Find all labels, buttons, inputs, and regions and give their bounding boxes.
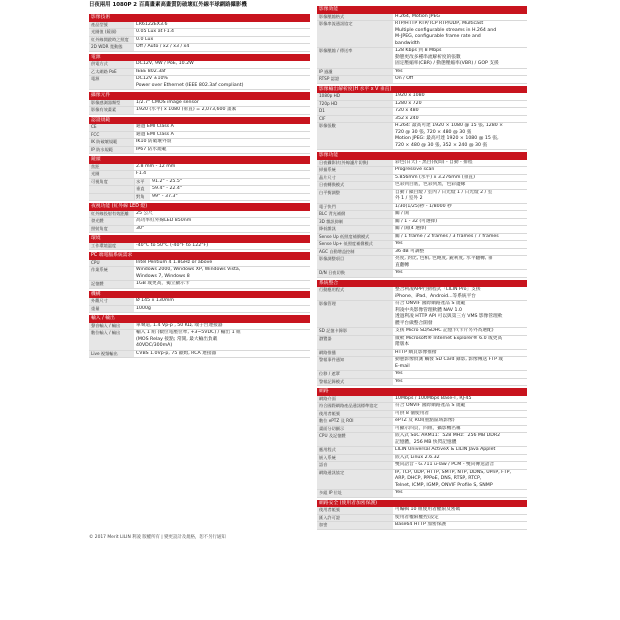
spec-row	[89, 124, 310, 132]
spec-row	[317, 241, 527, 249]
spec-value: 10Mbps / 100Mbps Base-T, RJ-45	[393, 396, 527, 403]
spec-value: 單聲道, 1.4 Vp-p , 50 KΩ, 端子台連接器	[134, 323, 310, 330]
spec-label: 符合國際網路產品通訊標準協定	[317, 403, 393, 410]
spec-sublabel: 水平	[134, 179, 150, 186]
spec-value: 高功率紅外線LED 850nm	[134, 218, 310, 225]
spec-label: D/N 日夜切換	[317, 270, 393, 277]
spec-value: 5.856mm (水平) x 3.276mm (垂直)	[393, 175, 527, 182]
spec-value: Off / Auto / x2 / x3 / x4	[134, 44, 310, 51]
spec-row	[89, 226, 310, 234]
spec-row	[317, 48, 527, 69]
spec-label: 影像張數	[317, 123, 393, 149]
spec-label: 位移 / 遮罩	[317, 371, 393, 378]
left-section	[89, 252, 310, 289]
spec-row	[89, 194, 310, 202]
spec-label: 應用程式	[317, 447, 393, 454]
spec-label: Sense Up 低照度補償模式	[317, 234, 393, 241]
spec-label	[89, 186, 134, 193]
spec-row	[317, 426, 527, 434]
spec-value: On / Off	[393, 76, 527, 83]
spec-row	[317, 462, 527, 470]
left-section	[89, 235, 310, 250]
spec-label: 網路推播	[317, 350, 393, 357]
spec-label: 警報記錄模式	[317, 379, 393, 386]
spec-label: 影像管理	[317, 301, 393, 327]
spec-value: CVBS 1.0Vp-p, 75 歐姆, RCA 連接器	[134, 351, 310, 358]
spec-value: 91.2° - 25.5°	[150, 179, 310, 186]
spec-row	[89, 351, 310, 359]
spec-value: RTP/HTTP RTP/TCP RTP/UDP, Multicast Multiple configurable streams in H.264 and M-JPEG, configurable frame rate and bandwidth	[393, 21, 527, 47]
spec-row	[317, 249, 527, 257]
spec-row	[89, 267, 310, 281]
spec-value: 使用者權限權控/設定	[393, 515, 527, 522]
right-section	[317, 86, 527, 151]
spec-value: Progressive scan	[393, 167, 527, 174]
spec-label: 語音	[317, 462, 393, 469]
spec-value: Yes	[393, 379, 527, 386]
spec-value: 1000g	[134, 306, 310, 313]
spec-label: 影像壓縮格式	[317, 14, 393, 21]
spec-label: 數位 ePTZ 及 ROI	[317, 418, 393, 425]
left-section	[89, 315, 310, 358]
spec-label: 紅外線投射有效距離	[89, 211, 134, 218]
spec-label: IP 防水規範	[89, 147, 134, 154]
spec-label: 產品型號	[89, 22, 134, 29]
spec-label: 行動應用程式	[317, 287, 393, 300]
spec-label: 供電方式	[89, 61, 134, 68]
spec-value: H.264, Motion JPEG	[393, 14, 527, 21]
spec-row	[89, 243, 310, 251]
spec-label: FCC	[89, 132, 134, 139]
spec-row	[317, 357, 527, 371]
section-header: 影像技術	[89, 14, 310, 22]
spec-row	[89, 132, 310, 140]
spec-label: 數位輸入 / 輸出	[89, 330, 134, 350]
spec-value: Intel Pentium 4 1.8GHz or above	[134, 260, 310, 267]
section-header: 系統整合	[317, 280, 527, 288]
left-section	[89, 156, 310, 201]
spec-label: 加密	[317, 522, 393, 529]
spec-row	[317, 182, 527, 190]
spec-value: 36 dB 可調整	[393, 249, 527, 256]
spec-label: 警報事件通知	[317, 357, 393, 370]
spec-label: 作業系統	[89, 267, 134, 280]
spec-label: 紅外線開啟時之照度	[89, 37, 134, 44]
section-header: 網路	[317, 388, 527, 396]
spec-value: 符合 ONVIF 國際網路產品 S 規範 利凌中央影像管理軟體 NAV 1.0 透過利凌 HTTP API 可以與第三方 VMS 影像管理軟 體平台做整合開發	[393, 301, 527, 327]
spec-value: 嵌入式 Linux 2.6.32	[393, 455, 527, 462]
spec-label: CPU	[89, 260, 134, 267]
spec-sublabel: 對角	[134, 194, 150, 201]
spec-row	[89, 139, 310, 147]
spec-label: 瀏覽器	[317, 336, 393, 349]
spec-value: H.264: 最高可達 1920 × 1080 @ 15 張, 1280 × 720 @ 30 張, 720 × 480 @ 30 張 Motion JPEG: 最高可達 1920 × 1080 @ 15 張, 720 × 480 @ 30 張, 352 × 240 @ 30 張	[393, 123, 527, 149]
spec-value: IK10 防破壞外殼	[134, 139, 310, 146]
spec-value: 可供 8 個使用者	[393, 411, 527, 418]
spec-row	[317, 219, 527, 227]
spec-label: 1080p HD	[317, 93, 393, 100]
spec-value: DC12V ±10% Power over Ethernet (IEEE 802.3af compliant)	[134, 76, 310, 89]
spec-value: 30°	[134, 226, 310, 233]
spec-row	[89, 29, 310, 37]
spec-row	[89, 107, 310, 115]
left-column	[89, 14, 310, 360]
spec-value: IP67 防水規範	[134, 147, 310, 154]
spec-value: LR6122EX3.6	[134, 22, 310, 29]
spec-value: 輸入 1 組 (數位電壓位準, +3~5VDC) / 輸出 1 組 (MOS Relay 接點; 常開, 最大輸出負載 40VDC/300mA)	[134, 330, 310, 350]
spec-value: 1/2.7" CMOS image sensor	[134, 100, 310, 107]
spec-row	[89, 186, 310, 194]
spec-row	[89, 164, 310, 172]
spec-row	[317, 328, 527, 336]
section-header: 鏡頭	[89, 156, 310, 164]
spec-value: Ø 145 x 130mm	[134, 298, 310, 305]
section-header: 攝像元件	[89, 92, 310, 100]
right-section	[317, 280, 527, 387]
spec-row	[317, 76, 527, 84]
spec-value: HTTP 網頁影像推撥	[393, 350, 527, 357]
spec-row	[89, 179, 310, 187]
spec-row	[317, 270, 527, 278]
spec-row	[89, 211, 310, 219]
spec-row	[89, 171, 310, 179]
spec-row	[317, 93, 527, 101]
spec-row	[89, 100, 310, 108]
section-header: 機構	[89, 291, 310, 299]
spec-value: 關 / 1 - 32 (可選擇)	[393, 219, 527, 226]
spec-label: 可視角度	[89, 179, 134, 186]
spec-value: Yes	[393, 69, 527, 76]
spec-value: 微軟 Microsoft® Internet Explorer® 6.0 或更高 階版本	[393, 336, 527, 349]
spec-value: Windows 2000, Windows XP, Windows Vista, Windows 7, Windows 8	[134, 267, 310, 280]
spec-row	[317, 234, 527, 242]
spec-row	[317, 379, 527, 387]
spec-label: 乙太網路 PoE	[89, 69, 134, 76]
section-header: 環境	[89, 235, 310, 243]
spec-label: RTSP 認證	[317, 76, 393, 83]
spec-row	[317, 522, 527, 530]
spec-row	[317, 226, 527, 234]
document-title: 日夜兩用 1080P 2 百萬畫素高畫質防破壞紅外線半球網路攝影機	[89, 2, 247, 8]
left-section	[89, 92, 310, 115]
spec-value: 1/30(1/25)秒 - 1/8000 秒	[393, 204, 527, 211]
spec-label: 工作環境溫度	[89, 243, 134, 250]
spec-value: Yes	[393, 270, 527, 277]
spec-value: 2.8 mm - 12 mm	[134, 164, 310, 171]
spec-value: 關 / 開(4 選擇)	[393, 226, 527, 233]
spec-value: DC12V, 9W / PoE, 10.2W	[134, 61, 310, 68]
spec-row	[317, 455, 527, 463]
spec-row	[317, 336, 527, 350]
spec-value: 通過 EMI Class A	[134, 132, 310, 139]
spec-value: F1.4	[134, 171, 310, 178]
section-header: PC 端電腦系統需求	[89, 252, 310, 260]
spec-row	[89, 37, 310, 45]
spec-label: 多組 IP 位址	[317, 490, 393, 497]
spec-row	[89, 260, 310, 268]
section-header: 夜視功能 (紅外線 LED 燈)	[89, 203, 310, 211]
spec-label: 記憶體	[89, 281, 134, 288]
spec-value: 支援 Micro SD/SDHC 記憶卡(卡片另外為選配)	[393, 328, 527, 335]
spec-value: 關 / 1 frame / 2 frames / 3 frames / 7 frames	[393, 234, 527, 241]
spec-label: 日夜轉換模式	[317, 182, 393, 189]
left-section	[89, 117, 310, 155]
spec-label: 使用者帳號	[317, 507, 393, 514]
spec-row	[317, 447, 527, 455]
spec-row	[317, 211, 527, 219]
spec-value: Yes	[393, 371, 527, 378]
section-header: 輸入 / 輸出	[89, 315, 310, 323]
spec-row	[317, 204, 527, 212]
spec-label: CE	[89, 124, 134, 131]
spec-label: 720p HD	[317, 101, 393, 108]
spec-row	[317, 190, 527, 204]
spec-label: 嵌入系統	[317, 455, 393, 462]
spec-label: 發光體	[89, 218, 134, 225]
spec-label: 影像串流通訊協定	[317, 21, 393, 47]
spec-row	[317, 167, 527, 175]
spec-value: 99° - 37.3°	[150, 194, 310, 201]
spec-label: 外觀尺寸	[89, 298, 134, 305]
spec-label: IK 防破壞規範	[89, 139, 134, 146]
spec-value: 雙向語音 - G.711 u-law / PCM - 雙向傳送語音	[393, 462, 527, 469]
spec-value: 可顯示四頁，四組，攝影機名稱	[393, 426, 527, 433]
right-section	[317, 500, 527, 530]
spec-value: 25 公尺	[134, 211, 310, 218]
spec-value: 59.4° - 22.4°	[150, 186, 310, 193]
left-section	[89, 291, 310, 314]
spec-row	[317, 418, 527, 426]
spec-label: 日夜攝影(紅外線濾片切換)	[317, 160, 393, 167]
spec-value: 1280 x 720	[393, 101, 527, 108]
section-header: 認證規範	[89, 117, 310, 125]
spec-row	[317, 411, 527, 419]
spec-row	[317, 101, 527, 109]
spec-sublabel: 垂直	[134, 186, 150, 193]
left-section	[89, 203, 310, 233]
spec-value: 色彩到白底，色彩到黑，色彩邊緣	[393, 182, 527, 189]
spec-label: 使用者帳號	[317, 411, 393, 418]
spec-label: 白平衡調整	[317, 190, 393, 203]
spec-row	[317, 396, 527, 404]
spec-row	[317, 403, 527, 411]
spec-label: 光圈值 (鏡頭)	[89, 29, 134, 36]
spec-value: Base64 HTTP 加密保護	[393, 522, 527, 529]
spec-label: Sense Up+ 低照度補償模式	[317, 241, 393, 248]
spec-row	[317, 371, 527, 379]
spec-label: 匯入許可證	[317, 515, 393, 522]
section-header: 影像效能	[317, 6, 527, 14]
spec-value: 720 x 480	[393, 108, 527, 115]
spec-value: Yes	[393, 490, 527, 497]
spec-row	[317, 14, 527, 22]
spec-label: 畫面分切顯示	[317, 426, 393, 433]
spec-row	[317, 160, 527, 168]
right-section	[317, 152, 527, 278]
spec-value: IP, TCP, UDP, HTTP, SMTP, NTP, DDNS, UPnP, FTP, ARP, DHCP, PPPoE, DNS, RTSP, RTCP, Telnet, ICMP, IGMP, ONVIF Profile S, SNMP	[393, 470, 527, 490]
spec-label: SD 記憶卡錄影	[317, 328, 393, 335]
spec-row	[317, 507, 527, 515]
spec-label: BLC 背光補償	[317, 211, 393, 218]
spec-row	[317, 350, 527, 358]
spec-label: 3D 雜訊抑制	[317, 219, 393, 226]
spec-label: Live 視頻輸出	[89, 351, 134, 358]
spec-value: ePTZ 及 ROI(重點區域影像)	[393, 418, 527, 425]
spec-row	[317, 175, 527, 183]
spec-value: LILIN Universal ActiveX & LILIN Java Applet	[393, 447, 527, 454]
spec-value: 動態影像偵測 觸發 SD Card 錄影, 影像傳送 FTP 或 E-mail	[393, 357, 527, 370]
spec-value: 0.0 Lux	[134, 37, 310, 44]
right-section	[317, 388, 527, 498]
spec-value: 整合利凌APP行動程式「LILIN Pro」支援 iPhone、iPad、Android...等系統平台	[393, 287, 527, 300]
spec-value: 自動 / 鎖白燈 / 室內 / 日光燈 1 / 日光燈 2 / 室 外 1 / 室外 2	[393, 190, 527, 203]
spec-row	[317, 21, 527, 48]
spec-value: 關 / 開	[393, 211, 527, 218]
spec-row	[89, 323, 310, 331]
spec-value: 嵌入式 SoC ARM11：528 MHz：256 MB DDR2 記憶體，256 MB 快閃記憶體	[393, 433, 527, 446]
spec-label: 影像壓縮 / 傳送率	[317, 48, 393, 68]
spec-value: 1920 x 1080	[393, 93, 527, 100]
spec-row	[317, 108, 527, 116]
spec-label: IP 過濾	[317, 69, 393, 76]
spec-value: -40°C to 50°C (-40°F to 122°F)	[134, 243, 310, 250]
spec-label: 影像有效畫素	[89, 107, 134, 114]
spec-row	[317, 490, 527, 498]
spec-row	[89, 61, 310, 69]
spec-label: 光圈	[89, 171, 134, 178]
spec-row	[89, 306, 310, 314]
section-header: 影像功能	[317, 152, 527, 160]
spec-label: AGC 自動增益控制	[317, 249, 393, 256]
spec-value: 彩色(日天) - 黑白(夜間) - 自動 - 排程	[393, 160, 527, 167]
spec-row	[317, 116, 527, 124]
copyright-footer: © 2017 Merit LILIN 利凌 版權所有 | 變更設計及規格，恕不另行通知	[89, 535, 226, 540]
spec-label: 電源	[89, 76, 134, 89]
spec-label: 掃描系統	[317, 167, 393, 174]
spec-value: 通過 EMI Class A	[134, 124, 310, 131]
spec-label: 網路介面	[317, 396, 393, 403]
section-header: 影像輸出解析度(H 水平 x V 垂直)	[317, 86, 527, 94]
spec-row	[317, 256, 527, 270]
spec-value: 128 Kbps 到 8 Mbps 動態更改多種串流解析度的張數 固定壓縮率(CBR) / 動態壓縮率(VBR) / GOP 支援	[393, 48, 527, 68]
spec-value: 亮度, 對比, 色相, 色飽度, 銳利度, 水平翻轉, 垂 直翻轉	[393, 256, 527, 269]
spec-row	[317, 470, 527, 491]
left-section	[89, 54, 310, 91]
spec-label: 降低雜訊	[317, 226, 393, 233]
spec-row	[89, 76, 310, 90]
spec-label: 焦距	[89, 164, 134, 171]
spec-row	[317, 69, 527, 77]
spec-label	[89, 194, 134, 201]
spec-label: 影像感測器類型	[89, 100, 134, 107]
spec-value: 符合 ONVIF 國際網路產品 S 規範	[393, 403, 527, 410]
spec-label: 2D WDR 寬動態	[89, 44, 134, 51]
spec-row	[317, 287, 527, 301]
spec-label: 影像調整項目	[317, 256, 393, 269]
spec-row	[89, 22, 310, 30]
spec-value: Yes	[393, 241, 527, 248]
spec-label: 網路通訊協定	[317, 470, 393, 490]
spec-label: CPU 及記憶體	[317, 433, 393, 446]
spec-value: 352 x 240	[393, 116, 527, 123]
right-column	[317, 6, 527, 532]
spec-value: IEEE 802.3af	[134, 69, 310, 76]
spec-label: D1	[317, 108, 393, 115]
spec-label: 聲音輸入 / 輸出	[89, 323, 134, 330]
spec-value: 1920 (水平) x 1080 (垂直) = 2,073,600 畫素	[134, 107, 310, 114]
spec-label: 晶片尺寸	[317, 175, 393, 182]
spec-value: 1GB 或更高，獨立顯示卡	[134, 281, 310, 288]
spec-row	[89, 218, 310, 226]
spec-label: 電子快門	[317, 204, 393, 211]
spec-row	[89, 44, 310, 52]
spec-row	[317, 515, 527, 523]
spec-value: 可編輯 10 組使用者權限及密碼	[393, 507, 527, 514]
section-header: 電源	[89, 54, 310, 62]
section-header: 網路安全 (使用者加密保護)	[317, 500, 527, 508]
spec-row	[89, 281, 310, 289]
spec-row	[89, 69, 310, 77]
spec-label: 照射角度	[89, 226, 134, 233]
spec-row	[89, 147, 310, 155]
spec-value: 0.05 Lux at F1.4	[134, 29, 310, 36]
right-section	[317, 6, 527, 84]
spec-label: CIF	[317, 116, 393, 123]
spec-row	[317, 301, 527, 328]
spec-row	[317, 123, 527, 150]
spec-row	[317, 433, 527, 447]
left-section	[89, 14, 310, 52]
spec-row	[89, 298, 310, 306]
spec-label: 重量	[89, 306, 134, 313]
spec-row	[89, 330, 310, 351]
